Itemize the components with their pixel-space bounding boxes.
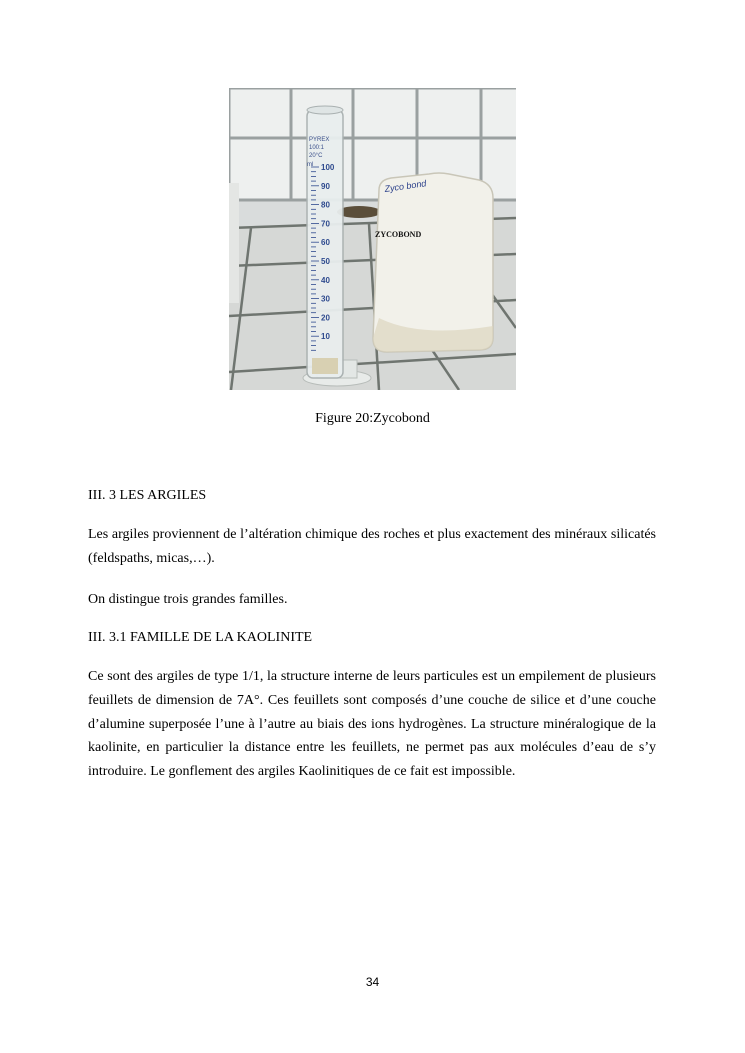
cylinder-marking-ratio: 100:1 [309,145,325,151]
cylinder-scale-label: 40 [321,275,330,285]
subsection-heading: III. 3.1 FAMILLE DE LA KAOLINITE [88,630,313,645]
cylinder-marking-temp: 20°C [309,153,323,159]
cylinder-scale-label: 60 [321,238,330,248]
cylinder-scale-label: 10 [321,332,330,342]
cylinder-scale-label: 30 [321,294,330,304]
section-heading: III. 3 LES ARGILES [88,488,207,503]
cylinder-scale-label: 50 [321,257,330,266]
cylinder-scale-label: 20 [321,313,330,323]
paragraph-origin: Les argiles proviennent de l’altération chimique des roches et plus exactement des minéraux silicatés (feldspaths, micas,…). [88,527,656,566]
cylinder-marking-brand: PYREX [309,137,330,143]
zycobond-photo [229,88,516,390]
zycobond-label: ZYCOBOND [375,230,422,239]
figure-caption: Figure 20:Zycobond [315,411,430,426]
paragraph-families: On distingue trois grandes familles. [88,592,288,607]
bottle-handwriting: Zyco bond [383,178,427,194]
cylinder-scale-label: 80 [321,200,330,210]
cylinder-scale-label: 90 [321,181,330,191]
cylinder-scale-label: 70 [321,219,330,229]
cylinder-scale-label: 100 [321,163,335,172]
page-number: 34 [365,975,380,989]
cylinder-marking-unit: ml [307,162,314,168]
paragraph-kaolinite: Ce sont des argiles de type 1/1, la structure interne de leurs particules est un empilement de plusieurs feuillets de dimension de 7A°. Ces feuillets sont composés d’une couche de silice et d’une couche d’alumine superposée l’une à l’autre au biais des ions hydrogènes. La structure minéralogique de la kaolinite, en particulier la distance entre les feuillets, ne permet pas aux molécules d’eau de s’y introduire. Le gonflement des argiles Kaolinitiques de ce fait est impossible. [88,669,656,780]
